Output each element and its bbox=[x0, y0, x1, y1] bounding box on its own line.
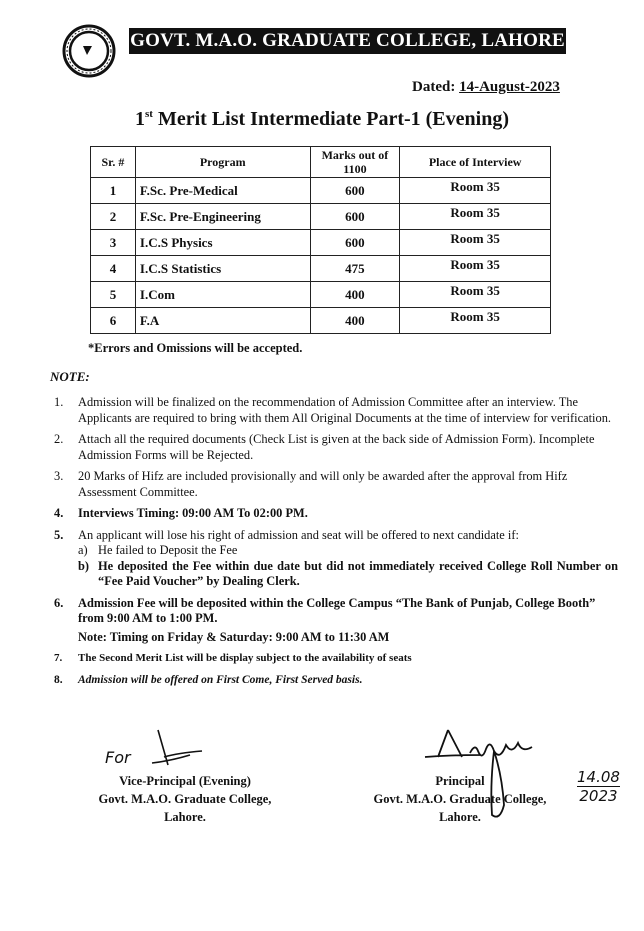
note-text: The Second Merit List will be display subject to the availability of seats bbox=[78, 652, 412, 664]
cell-sr: 6 bbox=[91, 308, 136, 334]
cell-place: Room 35 bbox=[400, 282, 551, 308]
note-extra: Note: Timing on Friday & Saturday: 9:00 AM to 11:30 AM bbox=[78, 629, 390, 644]
cell-marks: 600 bbox=[310, 178, 400, 204]
cell-marks: 600 bbox=[310, 230, 400, 256]
cell-program: F.Sc. Pre-Engineering bbox=[135, 204, 310, 230]
table-header-row bbox=[91, 147, 551, 178]
note-item: 1. Admission will be finalized on the recommendation of Admission Committee after an interview. The Applicants are required to bring with them All Original Documents at the time of interview for verification. bbox=[54, 395, 611, 425]
cell-marks: 400 bbox=[310, 282, 400, 308]
table-row bbox=[91, 178, 551, 204]
cell-place: Room 35 bbox=[400, 204, 551, 230]
cell-place: Room 35 bbox=[400, 230, 551, 256]
column-header-marks: Marks out of 1100 bbox=[310, 147, 400, 178]
cell-program: I.C.S Statistics bbox=[135, 256, 310, 282]
column-header-program: Program bbox=[135, 147, 310, 178]
cell-place: Room 35 bbox=[400, 256, 551, 282]
table-row bbox=[91, 282, 551, 308]
merit-list-table bbox=[90, 146, 551, 334]
handwritten-for: For bbox=[105, 748, 131, 767]
note-subitem: b) He deposited the Fee within due date but did not immediately received College Roll Number on “Fee Paid Voucher” by Dealing Clerk. bbox=[78, 558, 618, 588]
table-row bbox=[91, 308, 551, 334]
cell-sr: 5 bbox=[91, 282, 136, 308]
vice-principal-block: Vice-Principal (Evening) Govt. M.A.O. Graduate College, Lahore. bbox=[98, 774, 272, 824]
cell-place: Room 35 bbox=[400, 308, 551, 334]
cell-sr: 4 bbox=[91, 256, 136, 282]
cell-marks: 600 bbox=[310, 204, 400, 230]
college-name-banner: GOVT. M.A.O. GRADUATE COLLEGE, LAHORE bbox=[129, 28, 566, 54]
note-item: 6. Admission Fee will be deposited within the College Campus “The Bank of Punjab, College Booth” from 9:00 AM to 1:00 PM. Note: Timing on Friday & Saturday: 9:00 AM to 11:30 AM bbox=[48, 596, 618, 646]
dated-label: Dated: bbox=[412, 79, 456, 95]
handwritten-date: 14.08 2023 bbox=[577, 768, 620, 805]
principal-block: Principal Govt. M.A.O. Graduate College, Lahore. bbox=[373, 774, 547, 824]
note-text: Attach all the required documents (Check List is given at the back side of Admission Form). Incomplete Admission Forms will be Rejected. bbox=[78, 432, 595, 462]
cell-program: I.Com bbox=[135, 282, 310, 308]
note-item: 4. Interviews Timing: 09:00 AM To 02:00 PM. bbox=[54, 506, 308, 520]
note-text: Admission Fee will be deposited within the College Campus “The Bank of Punjab, College Booth” from 9:00 AM to 1:00 PM. bbox=[78, 595, 596, 625]
vice-principal-signature bbox=[150, 725, 210, 775]
cell-sr: 3 bbox=[91, 230, 136, 256]
cell-sr: 2 bbox=[91, 204, 136, 230]
note-text: Interviews Timing: 09:00 AM To 02:00 PM. bbox=[78, 506, 308, 520]
column-header-place: Place of Interview bbox=[400, 147, 551, 178]
note-item: 7. The Second Merit List will be display subject to the availability of seats bbox=[54, 652, 412, 664]
cell-sr: 1 bbox=[91, 178, 136, 204]
column-header-sr: Sr. # bbox=[91, 147, 136, 178]
note-item: 8. Admission will be offered on First Come, First Served basis. bbox=[54, 673, 363, 686]
note-item: 3. 20 Marks of Hifz are included provisionally and will only be awarded after the approval from Hifz Assessment Committee. bbox=[54, 469, 568, 499]
cell-program: I.C.S Physics bbox=[135, 230, 310, 256]
cell-marks: 475 bbox=[310, 256, 400, 282]
cell-program: F.Sc. Pre-Medical bbox=[135, 178, 310, 204]
note-text: 20 Marks of Hifz are included provisionally and will only be awarded after the approval from Hifz Assessment Committee. bbox=[78, 469, 568, 499]
errors-omissions-note: *Errors and Omissions will be accepted. bbox=[88, 341, 303, 355]
notes-heading: NOTE: bbox=[50, 369, 90, 384]
college-crest-icon bbox=[62, 24, 116, 78]
table-row bbox=[91, 256, 551, 282]
table-row bbox=[91, 204, 551, 230]
table-row bbox=[91, 230, 551, 256]
note-text: Admission will be finalized on the recommendation of Admission Committee after an interview. The Applicants are required to bring with them All Original Documents at the time of interview for verification. bbox=[78, 395, 611, 425]
note-text: Admission will be offered on First Come, First Served basis. bbox=[78, 673, 363, 686]
notes-list bbox=[48, 395, 618, 694]
document-date bbox=[412, 79, 560, 96]
dated-value: 14-August-2023 bbox=[459, 79, 560, 95]
note-text: An applicant will lose his right of admission and seat will be offered to next candidate if: bbox=[78, 527, 519, 542]
cell-marks: 400 bbox=[310, 308, 400, 334]
note-item: 5. An applicant will lose his right of admission and seat will be offered to next candidate if: a) He failed to Deposit the Fee b) He deposited the Fee within due date but did not immediately received College Roll Number on “Fee Paid Voucher” by Dealing Clerk. bbox=[54, 527, 618, 588]
note-item: 2. Attach all the required documents (Check List is given at the back side of Admission Form). Incomplete Admission Forms will be Rejected. bbox=[54, 432, 595, 462]
note-subitem: a) He failed to Deposit the Fee bbox=[78, 543, 238, 557]
cell-place: Room 35 bbox=[400, 178, 551, 204]
page-title: 1st Merit List Intermediate Part-1 (Evening) bbox=[135, 108, 509, 130]
cell-program: F.A bbox=[135, 308, 310, 334]
